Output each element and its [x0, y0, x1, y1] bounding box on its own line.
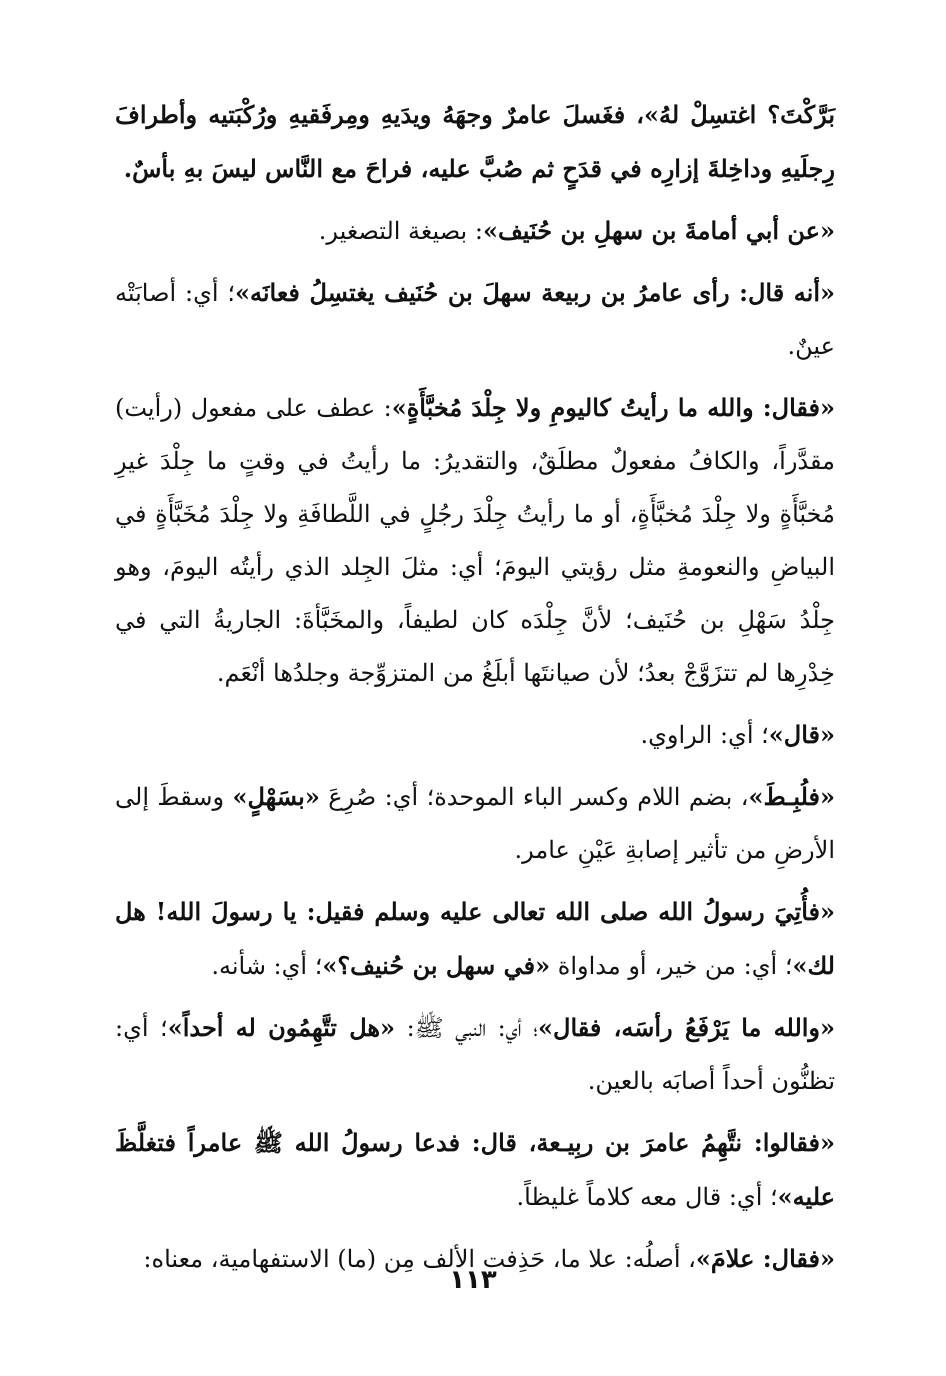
paragraph-8 — [115, 1001, 835, 1108]
commentary-text: ؛ أي: تظنُّون أحداً أصابَه بالعين. — [115, 1014, 835, 1095]
matn-text: «فقال: والله ما رأيتُ كاليومِ ولا جِلْدَ مُخبَّأَةٍ» — [391, 393, 835, 422]
commentary-text: وسقطَ إلى الأرضِ من تأثير إصابةِ عَيْنِ عامر. — [115, 783, 835, 864]
commentary-text: ؛ أي: الراوي. — [640, 721, 769, 749]
commentary-text: : بصيغة التصغير. — [318, 217, 483, 245]
paragraph-6 — [115, 770, 835, 877]
matn-text: «فقال: علامَ» — [695, 1244, 835, 1273]
paragraph-1 — [115, 88, 835, 196]
matn-text: «هل تتَّهِمُون له أحداً» — [167, 1013, 396, 1042]
paragraph-5 — [115, 708, 835, 762]
paragraph-7 — [115, 885, 835, 993]
commentary-text: ؛ أي: أصابَتْه عينٌ. — [115, 279, 835, 360]
matn-text: «في سهل بن حُنيف؟» — [322, 951, 551, 980]
commentary-text: ؛ أي: من خير، أو مداواة — [550, 952, 793, 980]
commentary-text: ؛ أي: قال معه كلاماً غليظاً. — [516, 1183, 778, 1211]
matn-text: «قال» — [768, 720, 835, 749]
commentary-text: ؛ أي: شأنه. — [211, 952, 323, 980]
page-body — [115, 88, 835, 1294]
page-number: ١١٣ — [449, 1265, 497, 1295]
matn-text: بَرَّكْتَ؟ اغتسِلْ لهُ»، فغَسلَ عامرٌ وجهَهُ ويدَيهِ ومِرفَقيهِ ورُكْبَتيه وأطرافَ رِجلَيهِ وداخِلةَ إزارِه في قدَحٍ ثم صُبَّ عليه، فراحَ مع النَّاس ليسَ بهِ بأسٌ. — [115, 100, 835, 183]
commentary-text: ، بضم اللام وكسر الباء الموحدة؛ أي: صُرِعَ — [319, 783, 749, 811]
commentary-text: ، أصلُه: علا ما، حَذِفت الألف مِن (ما) الاستفهامية، معناه: — [143, 1245, 696, 1273]
paragraph-4 — [115, 381, 835, 700]
matn-text: «والله ما يَرْفَعُ رأسَه، فقال» — [538, 1013, 836, 1042]
paragraph-3 — [115, 266, 835, 373]
matn-text: «بسَهْلٍ» — [232, 782, 320, 811]
commentary-text: ؛ أي: النبي ﷺ: — [395, 1014, 539, 1042]
paragraph-2 — [115, 204, 835, 258]
matn-text: «عن أبي أمامةَ بن سهلِ بن حُنَيف» — [482, 216, 835, 245]
paragraph-9 — [115, 1116, 835, 1224]
matn-text: «فقالوا: نتَّهِمُ عامرَ بن ربِيـعة، قال: فدعا رسولُ الله ﷺ عامراً فتغلَّظَ عليه» — [115, 1128, 835, 1211]
matn-text: «فلُبِـطَ» — [748, 782, 835, 811]
matn-text: «أنه قال: رأى عامرُ بن ربيعة سهلَ بن حُنَيف يغتسِلُ فعانَه» — [234, 278, 835, 307]
commentary-text: : عطف على مفعول (رأيت) مقدَّراً، والكافُ مفعولٌ مطلَقٌ، والتقديرُ: ما رأيتُ في وقتٍ ما جِلْدَ غيرِ مُخبَّأَةٍ ولا جِلْدَ مُخبَّأَةٍ، أو ما رأيتُ جِلْدَ رجُلٍ في اللَّطافَةِ ولا جِلْدَ مُخَبَّأَةٍ في البياضِ والنعومةِ مثل رؤيتي اليومَ؛ أي: مثلَ الجِلد الذي رأيتُه اليومَ، وهو جِلْدُ سَهْلِ بن حُنَيف؛ لأنَّ جِلْدَه كان لطيفاً، والمخَبَّأةَ: الجاريةُ التي في خِدْرِها لم تتزَوَّجْ بعدُ؛ لأن صيانتَها أبلَغُ من المتزوِّجة وجلدُها أنْعَم. — [115, 394, 836, 687]
matn-text: «فأُتِيَ رسولُ الله صلى الله تعالى عليه وسلم فقيل: يا رسولَ الله! هل لك» — [115, 897, 835, 980]
